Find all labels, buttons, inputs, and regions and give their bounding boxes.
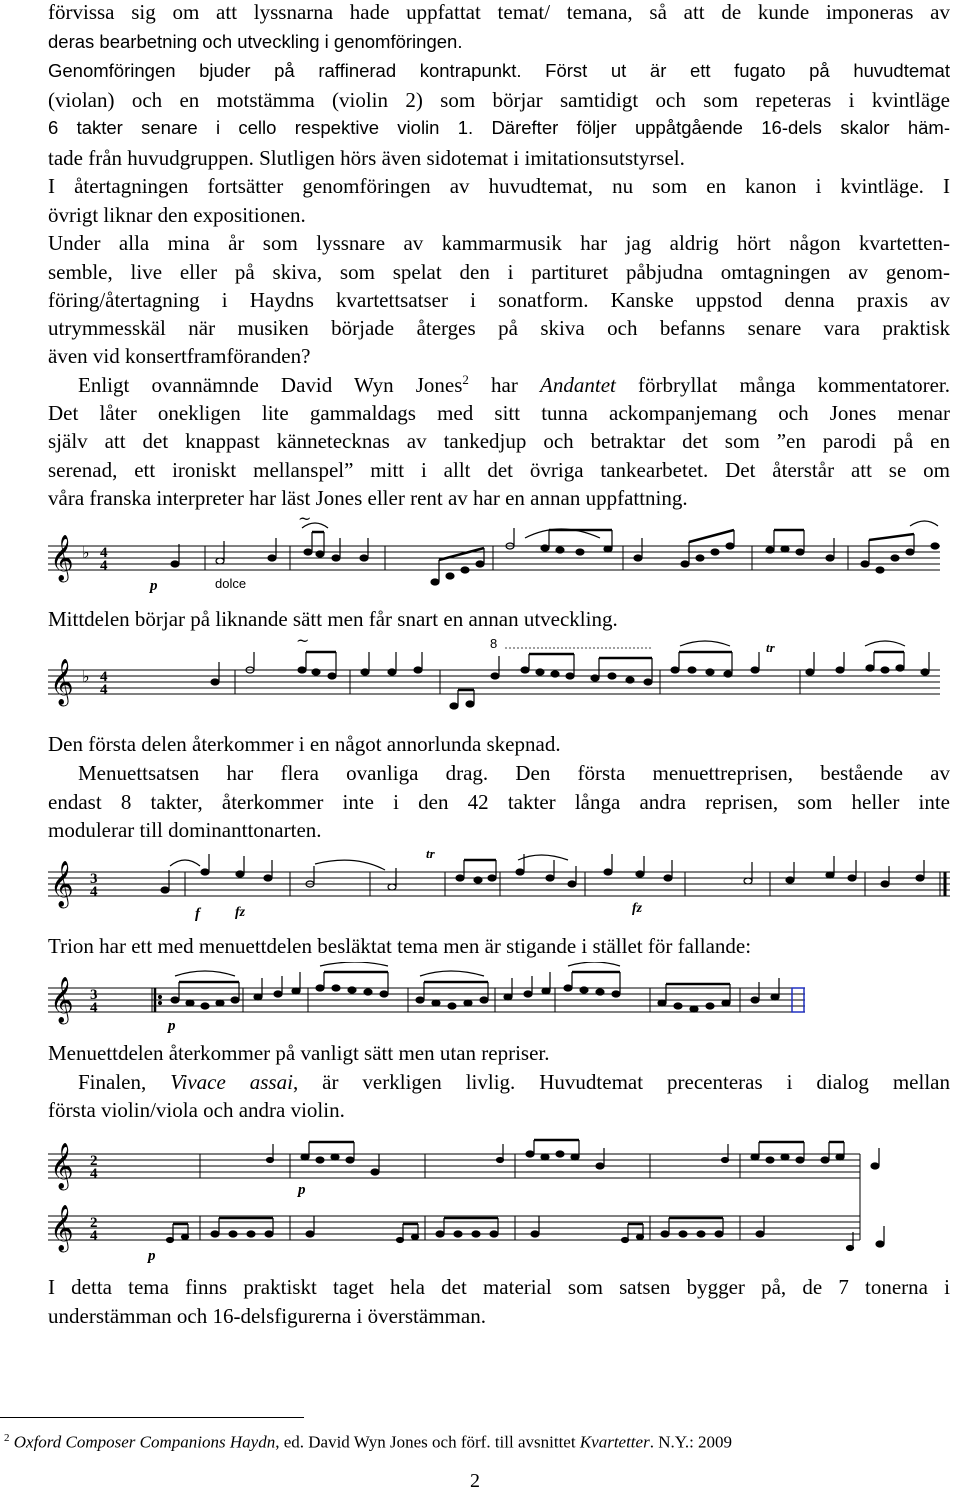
treble-clef-icon: 𝄞 [50, 1205, 74, 1251]
treble-clef-icon: 𝄞 [50, 1143, 74, 1189]
flat-key-signature-icon: ♭ [82, 543, 90, 562]
body-text-line: I detta tema finns praktiskt taget hela det material som satsen bygger på, de 7 tonerna i [48, 1275, 950, 1299]
footnote-number: 2 [4, 1432, 10, 1444]
time-signature-top: 2 [90, 1215, 98, 1231]
time-signature-bottom: 4 [90, 884, 98, 900]
notes-lower [167, 1216, 885, 1251]
body-text-line: deras bearbetning och utveckling i genomföringen. [48, 31, 463, 52]
footnote-book-title: Oxford Composer Companions Haydn [13, 1432, 276, 1452]
music-example-1 [40, 516, 950, 596]
turn-ornament-icon: ~ [296, 634, 310, 650]
music-example-4 [40, 962, 820, 1042]
body-text-line: övrigt liknar den expositionen. [48, 203, 306, 227]
time-signature-bottom: 4 [100, 558, 108, 574]
dynamic-marking: fz [632, 901, 643, 916]
trill-marking: tr [426, 846, 435, 861]
treble-clef-icon: 𝄞 [50, 861, 74, 907]
body-text-line: Den första delen återkommer i en något annorlunda skepnad. [48, 732, 561, 756]
body-text-line: 6 takter senare i cello respektive violin 1. Därefter följer uppåtgående 16-dels skalor häm- [48, 117, 950, 138]
body-text-line: tade från huvudgruppen. Slutligen hörs även sidotemat i imitationsutstyrsel. [48, 146, 685, 170]
treble-clef-icon: 𝄞 [50, 659, 74, 705]
body-text-line: understämman och 16-delsfigurerna i överstämman. [48, 1304, 486, 1328]
trill-marking: tr [766, 640, 775, 655]
body-text-line: serenad, ett ironiskt mellanspel” mitt i allt det övriga tankearbetet. Det återstår att se om [48, 458, 950, 482]
body-text-line: även vid konsertframföranden? [48, 344, 311, 368]
flat-key-signature-icon: ♭ [82, 667, 90, 686]
turn-ornament-icon: ~ [298, 516, 312, 528]
music-example-2 [40, 634, 950, 714]
time-signature-top: 3 [90, 871, 98, 887]
time-signature-top: 2 [90, 1153, 98, 1169]
body-text-line: Trion har ett med menuettdelen besläktat tema men är stigande i stället för fallande: [48, 934, 752, 958]
body-text-line: semble, live eller på skiva, som spelat den i partituret påbjudna omtagningen av genom- [48, 260, 950, 284]
body-text-line: våra franska interpreter har läst Jones eller rent av har en annan uppfattning. [48, 486, 688, 510]
body-text-line: föring/återtagning i Haydns kvartettsatser i sonatform. Kanske uppstod denna praxis av [48, 288, 950, 312]
dynamic-marking: p [148, 1248, 156, 1264]
time-signature-bottom: 4 [90, 1166, 98, 1182]
body-text-line: Menuettdelen återkommer på vanligt sätt men utan repriser. [48, 1041, 550, 1065]
dynamic-marking: p [298, 1182, 306, 1198]
music-example-3 [40, 846, 955, 926]
dynamic-marking: p [168, 1018, 176, 1034]
expression-marking: dolce [215, 576, 247, 591]
body-text-line: Mittdelen börjar på liknande sätt men får snart en annan utveckling. [48, 607, 618, 631]
time-signature-bottom: 4 [100, 682, 108, 698]
body-text-line: själv att det knappast kännetecknas av tankedjup och betraktar det som ”en parodi på en [48, 429, 950, 453]
notes [211, 641, 929, 709]
body-text-line: första violin/viola och andra violin. [48, 1098, 345, 1122]
notes [159, 962, 780, 1012]
time-signature-bottom: 4 [90, 1228, 98, 1244]
time-signature-top: 4 [100, 545, 108, 561]
footnote-divider [0, 1417, 304, 1418]
body-text-line: förvissa sig om att lyssnarna hade uppfattat temat/ temana, så att de kunde imponeras av [48, 0, 950, 24]
footnote: $^2$ Oxford Composer Companions Haydn, ed. David Wyn Jones och förf. till avsnittet Kvartetter. N.Y.: 2009 [4, 1432, 733, 1452]
body-text-line: modulerar till dominanttonarten. [48, 818, 322, 842]
body-text-line: Menuettsatsen har flera ovanliga drag. Den första menuettreprisen, bestående av [78, 761, 950, 785]
notes-upper [267, 1140, 880, 1175]
dynamic-marking: p [150, 578, 158, 594]
time-signature-top: 3 [90, 987, 98, 1003]
page-number: 2 [470, 1470, 480, 1492]
treble-clef-icon: 𝄞 [50, 977, 74, 1023]
body-text-line: Genomföringen bjuder på raffinerad kontrapunkt. Först ut är ett fugato på huvudtemat [48, 60, 950, 81]
dynamic-marking: fz [235, 905, 246, 920]
time-signature-top: 4 [100, 669, 108, 685]
body-text-line: Under alla mina år som lyssnare av kammarmusik har jag aldrig hört någon kvartetten- [48, 231, 950, 255]
notes [161, 854, 924, 893]
body-text-line: (violan) och en motstämma (violin 2) som börjar samtidigt och som repeteras i kvintläge [48, 88, 950, 112]
dynamic-marking: f [195, 906, 200, 922]
body-text-line: Finalen, Vivace assai, är verkligen livlig. Huvudtemat precenteras i dialog mellan [78, 1070, 950, 1094]
body-text-line: I återtagningen fortsätter genomföringen av huvudtemat, nu som en kanon i kvintläge. I [48, 174, 950, 198]
time-signature-bottom: 4 [90, 1000, 98, 1016]
music-example-5 [40, 1132, 920, 1272]
notes [171, 521, 939, 585]
body-text-line: Enligt ovannämnde David Wyn Jones$^2$ har Andantet förbryllat många kommentatorer. [78, 372, 950, 397]
footnote-section: Kvartetter [579, 1432, 650, 1452]
footnote-reference: 2 [462, 372, 469, 387]
treble-clef-icon: 𝄞 [50, 535, 74, 581]
octave-marking: 8 [490, 636, 498, 651]
body-text-line: utrymmesskäl när musiken började återges på skiva och befanns senare vara praktisk [48, 316, 950, 340]
body-text-line: Det låter onekligen lite gammaldags med sitt tunna ackompanjemang och Jones menar [48, 401, 950, 425]
body-text-line: endast 8 takter, återkommer inte i den 42 takter långa andra reprisen, som heller inte [48, 790, 950, 814]
